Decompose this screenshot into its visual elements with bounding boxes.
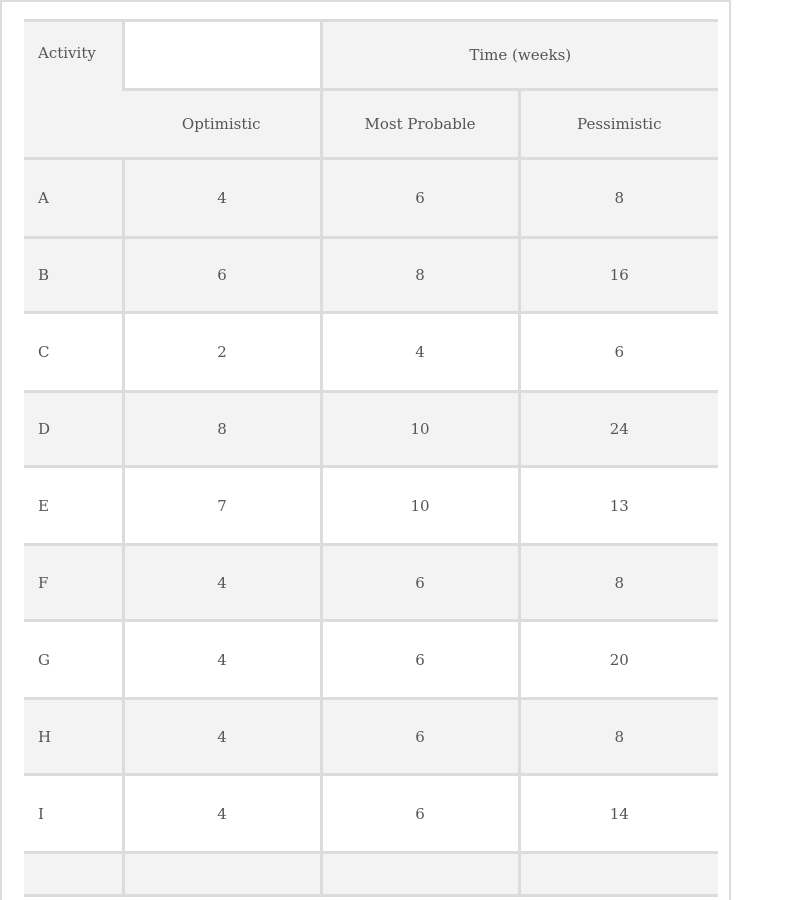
pessimistic-cell: 14 xyxy=(519,775,718,853)
table-row xyxy=(24,775,718,853)
activity-column-header: Activity xyxy=(24,21,123,159)
activity-time-table xyxy=(24,19,718,897)
pessimistic-cell: 16 xyxy=(519,238,718,313)
table-row xyxy=(24,238,718,313)
optimistic-cell: 7 xyxy=(123,467,321,545)
pessimistic-cell: 8 xyxy=(519,545,718,621)
activity-cell: B xyxy=(24,238,123,313)
activity-cell: E xyxy=(24,467,123,545)
pessimistic-cell: 6 xyxy=(519,313,718,392)
most-probable-cell: 6 xyxy=(321,545,519,621)
optimistic-cell: 4 xyxy=(123,545,321,621)
table-row xyxy=(24,467,718,545)
most-probable-cell: 6 xyxy=(321,775,519,853)
most-probable-cell: 6 xyxy=(321,621,519,699)
pessimistic-column-header: Pessimistic xyxy=(519,90,718,159)
most-probable-cell: 8 xyxy=(321,238,519,313)
optimistic-cell: 4 xyxy=(123,159,321,238)
pessimistic-cell: 13 xyxy=(519,467,718,545)
optimistic-cell: 4 xyxy=(123,775,321,853)
time-weeks-header: Time (weeks) xyxy=(321,21,718,90)
activity-cell: I xyxy=(24,775,123,853)
most-probable-cell: 4 xyxy=(321,313,519,392)
activity-cell: G xyxy=(24,621,123,699)
pessimistic-cell: 20 xyxy=(519,621,718,699)
optimistic-cell xyxy=(123,853,321,896)
table-row xyxy=(24,159,718,238)
table-row xyxy=(24,392,718,467)
pessimistic-cell: 24 xyxy=(519,392,718,467)
most-probable-cell: 10 xyxy=(321,467,519,545)
table-row xyxy=(24,699,718,775)
optimistic-cell: 8 xyxy=(123,392,321,467)
activity-cell: F xyxy=(24,545,123,621)
pessimistic-cell xyxy=(519,853,718,896)
blank-header-cell xyxy=(123,21,321,90)
table-header-row xyxy=(24,21,718,90)
activity-cell: C xyxy=(24,313,123,392)
table-row xyxy=(24,621,718,699)
optimistic-cell: 6 xyxy=(123,238,321,313)
most-probable-column-header: Most Probable xyxy=(321,90,519,159)
optimistic-cell: 4 xyxy=(123,699,321,775)
optimistic-cell: 2 xyxy=(123,313,321,392)
table-row xyxy=(24,313,718,392)
most-probable-cell: 10 xyxy=(321,392,519,467)
optimistic-cell: 4 xyxy=(123,621,321,699)
most-probable-cell: 6 xyxy=(321,159,519,238)
pessimistic-cell: 8 xyxy=(519,159,718,238)
most-probable-cell xyxy=(321,853,519,896)
activity-cell: A xyxy=(24,159,123,238)
table-subheader-row xyxy=(24,90,718,159)
optimistic-column-header: Optimistic xyxy=(123,90,321,159)
most-probable-cell: 6 xyxy=(321,699,519,775)
table-row-partial xyxy=(24,853,718,896)
pessimistic-cell: 8 xyxy=(519,699,718,775)
activity-cell xyxy=(24,853,123,896)
activity-cell: H xyxy=(24,699,123,775)
table-row xyxy=(24,545,718,621)
activity-cell: D xyxy=(24,392,123,467)
